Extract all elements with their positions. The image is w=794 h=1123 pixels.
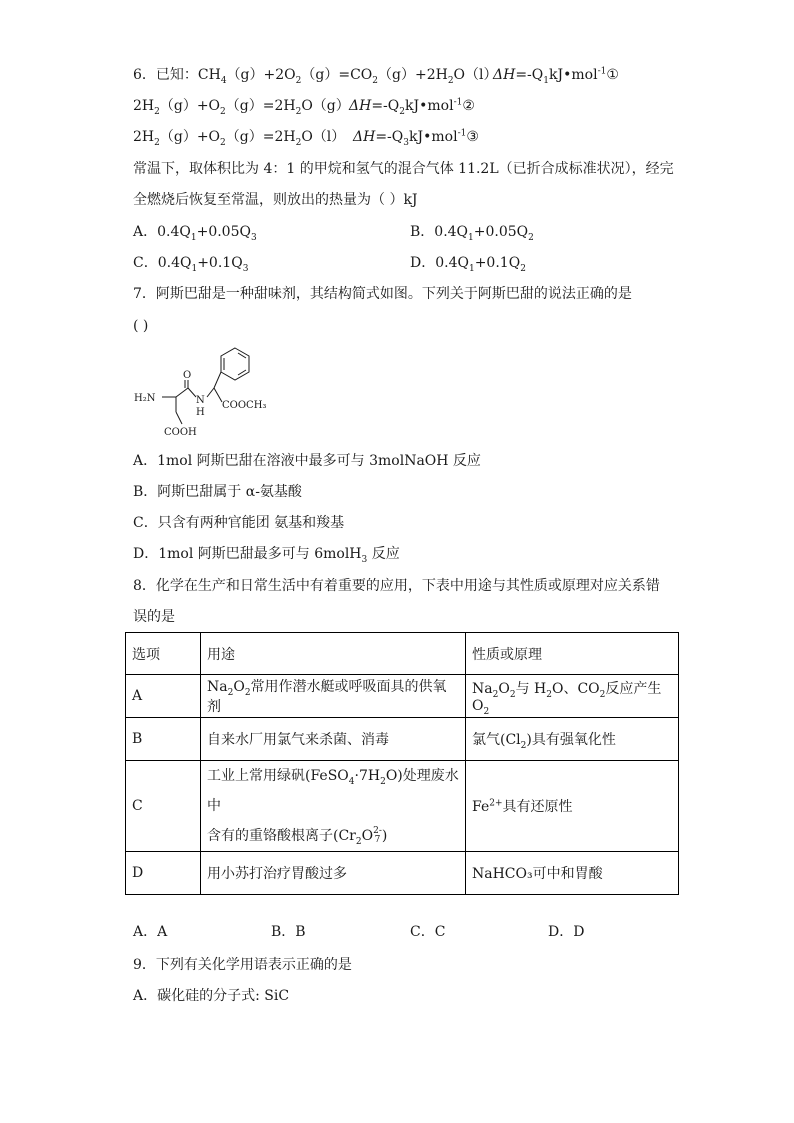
table-header-row [126,633,679,675]
q8-table [125,632,679,895]
header-use: 用途 [201,633,466,675]
q7-option-b[interactable]: B．阿斯巴甜属于 α-氨基酸 [133,484,302,500]
row-d-use: 用小苏打治疗胃酸过多 [201,852,466,895]
mol-label-ester: COOCH₃ [222,400,267,411]
row-c-use-line-2: 含有的重铬酸根离子($Cr_2O$ 2- 7 ) [207,826,388,847]
table-row [126,718,679,761]
q9-stem: 9．下列有关化学用语表示正确的是 [133,957,352,973]
row-a-property: $Na_2O_2$与 $H_2O$、$CO_2$反应产生 $O_2$ [466,675,679,718]
row-d-property: NaHCO₃可中和胃酸 [466,852,679,895]
row-a-use: $Na_2O_2$常用作潜水艇或呼吸面具的供氧剂 [201,675,466,718]
q6-option-b[interactable]: B．$0.4Q_1+0.05Q_2$ [410,224,534,243]
q8-stem-line-2: 误的是 [133,609,175,625]
mol-label-h: H [196,407,205,418]
mol-label-acid: COOH [164,427,197,438]
table-row [126,761,679,852]
row-c-use-line-1: 工业上常用绿矾$(FeSO_4\cdot 7H_2O)$处理废水中 [207,768,459,814]
q8-option-a[interactable]: A．A [133,924,168,940]
q7-option-a[interactable]: A．1mol 阿斯巴甜在溶液中最多可与 3molNaOH 反应 [133,453,481,469]
table-row [126,852,679,895]
table-row [126,675,679,718]
q7-option-c[interactable]: C．只含有两种官能团 氨基和羧基 [133,515,345,531]
header-property: 性质或原理 [466,633,679,675]
q6-equation-1: 6．已知：$CH_4(g)+2O_2(g)=CO_2(g)+2H_2O(l)$ $\Delta H=-Q_1kJ•mol^{-1}①$ [133,66,619,86]
row-a-option: A [126,675,201,718]
q7-stem: 7．阿斯巴甜是一种甜味剂，其结构简式如图。下列关于阿斯巴甜的说法正确的是 [133,286,632,302]
header-option: 选项 [126,633,201,675]
mol-label-n: N [196,395,205,406]
q7-option-d[interactable]: D．1mol 阿斯巴甜最多可与 6molH$_3$ 反应 [133,546,400,565]
q8-stem-line-1: 8．化学在生产和日常生活中有着重要的应用，下表中用途与其性质或原理对应关系错 [133,578,660,594]
row-c-use [201,761,466,852]
q8-option-c[interactable]: C．C [410,924,446,940]
q6-body-line-2: 全燃烧后恢复至常温，则放出的热量为（ ）kJ [133,192,418,208]
row-c-property: $Fe^{2+}$具有还原性 [466,761,679,852]
q6-equation-3: $2H_2(g)+O_2(g)=2H_2O(l)$ $\Delta H=-Q_3kJ•mol^{-1}③$ [133,128,479,148]
mol-label-carbonyl-o: O [183,370,192,381]
q6-equation-2: $2H_2(g)+O_2(g)=2H_2O(g)$ $\Delta H=-Q_2kJ•mol^{-1}②$ [133,97,475,117]
q7-paren: ( ) [133,318,149,334]
row-d-option: D [126,852,201,895]
row-b-property: 氯气$(Cl_2)$具有强氧化性 [466,718,679,761]
row-b-use: 自来水厂用氯气来杀菌、消毒 [201,718,466,761]
q6-dh-3: $\Delta H=-Q_3kJ•mol^{-1}③$ [353,128,479,148]
q8-option-b[interactable]: B．B [271,924,306,940]
q6-option-d[interactable]: D．$0.4Q_1+0.1Q_2$ [410,255,526,274]
aspartame-structure [130,340,280,445]
q6-dh-2: $\Delta H=-Q_2kJ•mol^{-1}②$ [349,97,475,117]
q9-option-a[interactable]: A．碳化硅的分子式: SiC [133,988,290,1004]
q8-option-d[interactable]: D．D [548,924,585,940]
row-c-option: C [126,761,201,852]
q6-option-a[interactable]: A．$0.4Q_1+0.05Q_3$ [133,224,257,243]
row-b-option: B [126,718,201,761]
q6-option-c[interactable]: C．$0.4Q_1+0.1Q_3$ [133,255,249,274]
q6-body-line-1: 常温下，取体积比为 4：1 的甲烷和氢气的混合气体 11.2L（已折合成标准状况），经完 [133,161,674,177]
q6-dh-1: $\Delta H=-Q_1kJ•mol^{-1}①$ [493,66,619,86]
mol-label-h2n: H₂N [134,393,156,404]
